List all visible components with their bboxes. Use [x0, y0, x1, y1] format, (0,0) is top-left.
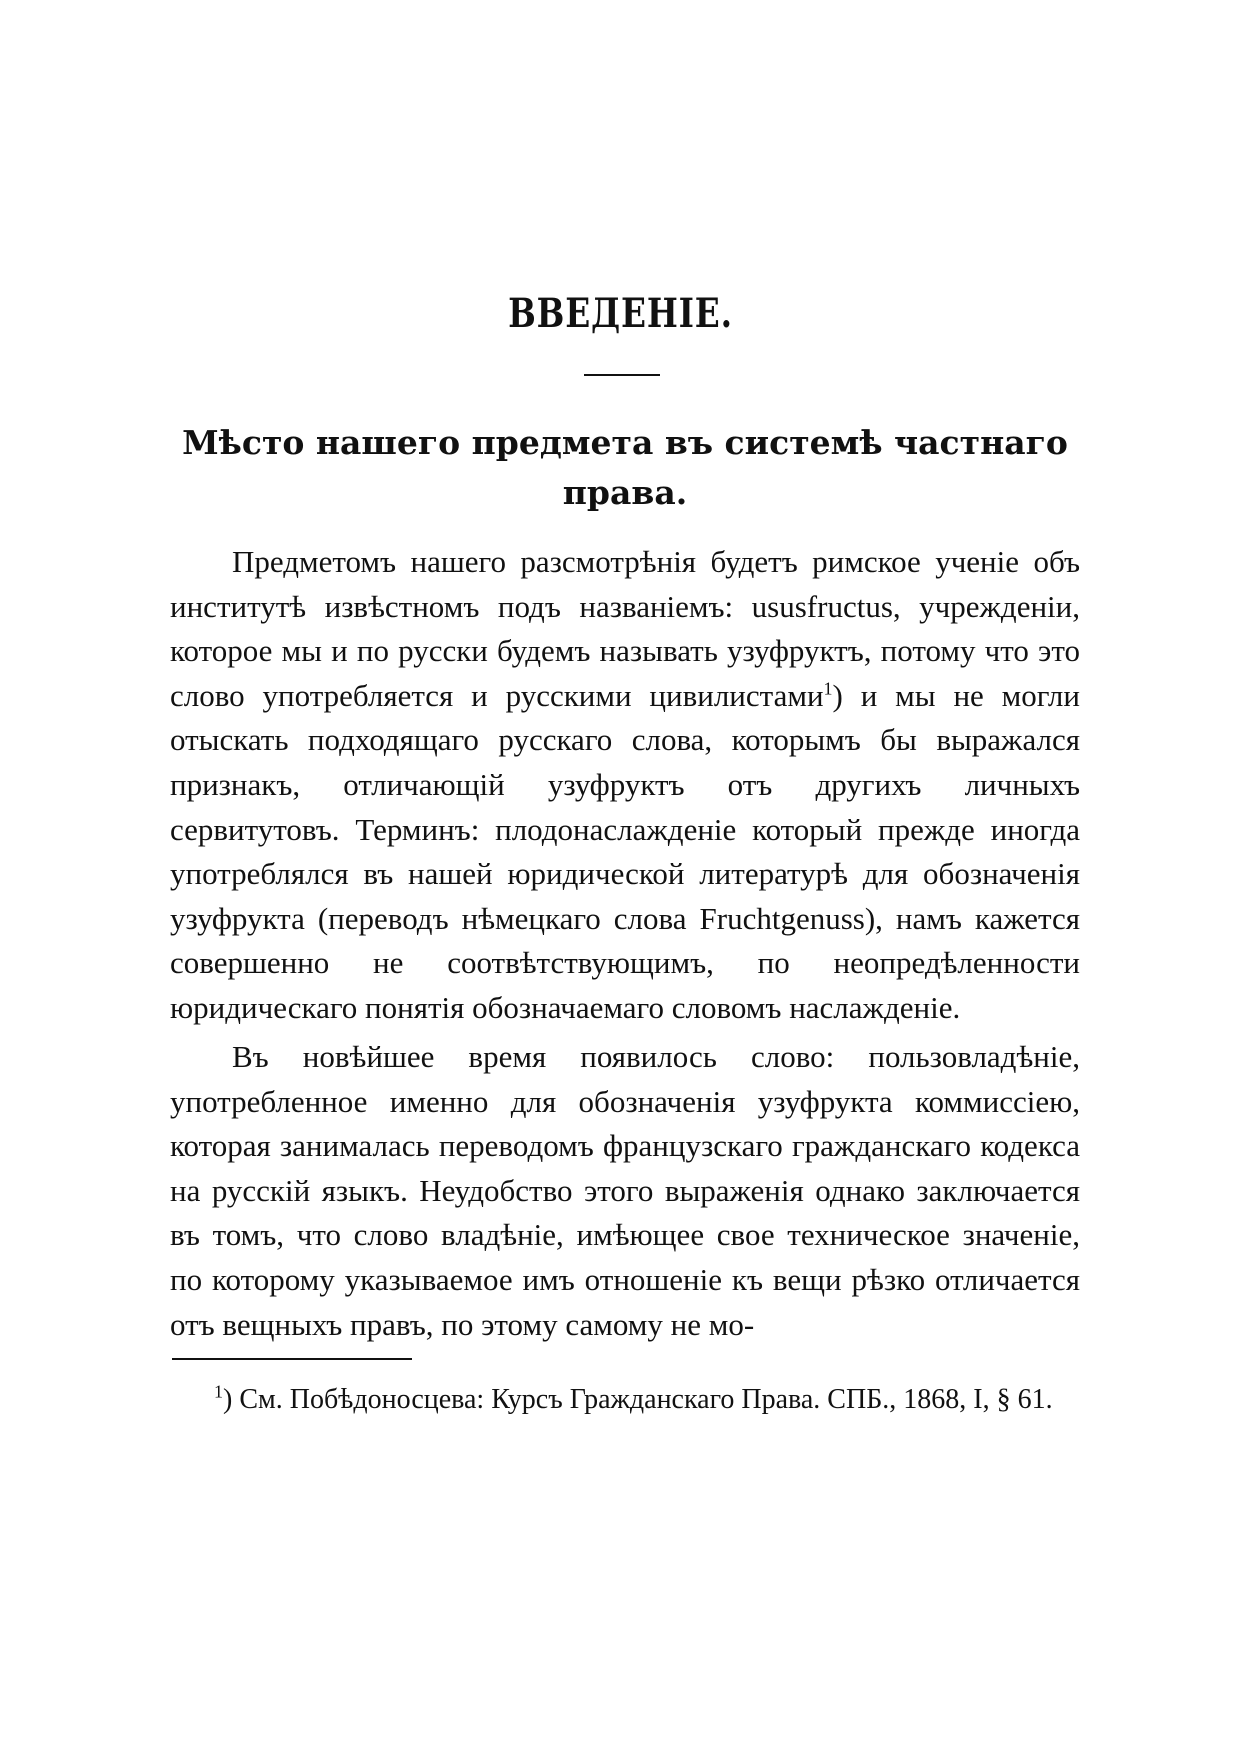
- paragraph-2: Въ новѣйшее время появилось слово: пользовладѣніе, употребленное именно для обозначенія узуфрукта коммиссіею, которая занималась переводомъ французскаго гражданскаго кодекса на русскій языкъ. Неудобство этого выраженія однако заключается въ томъ, что слово владѣніе, имѣющее свое техническое значеніе, по которому указываемое имъ отношеніе къ вещи рѣзко отличается отъ вещныхъ правъ, по этому самому не мо-: [170, 1039, 1080, 1342]
- footnote: [170, 1378, 1080, 1422]
- section-heading: Мѣсто нашего предмета въ системѣ частнаго права.: [182, 423, 1068, 512]
- footnote-reference: 1: [823, 678, 833, 699]
- chapter-title: ВВЕДЕНІЕ.: [508, 290, 733, 337]
- title-divider: [584, 374, 660, 376]
- paragraph-1-text-a: Предметомъ нашего разсмотрѣнія будетъ римское ученіе объ институтѣ извѣстномъ подъ названіемъ: ususfructus, учрежденіи, которое мы и по русски будемъ называть узуфруктъ, потому что это слово употребляется и русскими цивилистами: [170, 544, 1080, 713]
- footnote-marker: 1: [214, 1381, 223, 1402]
- footnote-divider: [172, 1358, 412, 1360]
- paragraph-1: [170, 540, 1080, 1031]
- paragraph-1-text-b: ) и мы не могли отыскать подходящаго русскаго слова, которымъ бы выражался признакъ, отличающій узуфруктъ отъ другихъ личныхъ сервитутовъ. Терминъ: плодонаслажденіе который прежде иногда употреблялся въ нашей юридической литературѣ для обозначенія узуфрукта (переводъ нѣмецкаго слова Fruchtgenuss), намъ кажется совершенно не соотвѣтствующимъ, по неопредѣленности юридическаго понятія обозначаемаго словомъ наслажденіе.: [170, 677, 1080, 1025]
- footnote-text: ) См. Побѣдоносцева: Курсъ Гражданскаго Права. СПБ., 1868, I, § 61.: [223, 1384, 1053, 1415]
